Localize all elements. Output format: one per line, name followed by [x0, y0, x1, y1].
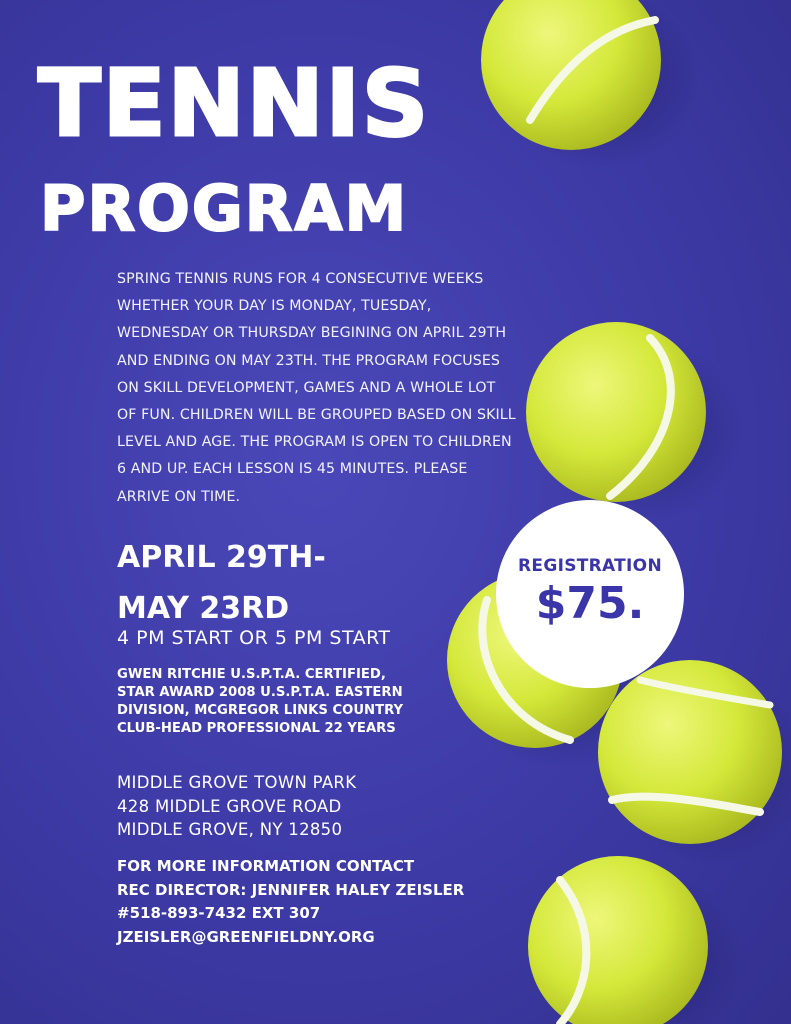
- location-street: 428 MIDDLE GROVE ROAD: [117, 796, 342, 816]
- registration-price: $75.: [535, 577, 645, 629]
- tennis-ball-icon: [526, 322, 745, 525]
- tennis-ball-icon: [598, 660, 791, 865]
- tennis-ball-icon: [481, 0, 700, 170]
- title-program: PROGRAM: [40, 172, 409, 245]
- contact-heading: FOR MORE INFORMATION CONTACT: [117, 857, 415, 875]
- registration-label: REGISTRATION: [518, 555, 662, 576]
- contact-director: REC DIRECTOR: JENNIFER HALEY ZEISLER: [117, 880, 465, 899]
- tennis-ball-icon: [528, 856, 745, 1024]
- title-tennis: TENNIS: [38, 50, 431, 157]
- program-times: 4 PM START OR 5 PM START: [117, 627, 391, 649]
- location-name: MIDDLE GROVE TOWN PARK: [117, 773, 357, 792]
- instructor-line: GWEN RITCHIE U.S.P.T.A. CERTIFIED,: [117, 667, 386, 682]
- instructor-line: STAR AWARD 2008 U.S.P.T.A. EASTERN: [117, 685, 403, 700]
- program-dates: [117, 532, 326, 634]
- contact-phone[interactable]: #518-893-7432 EXT 307: [117, 904, 321, 922]
- dates-start: APRIL 29TH-: [117, 540, 326, 575]
- location-city: MIDDLE GROVE, NY 12850: [117, 820, 343, 839]
- instructor-info: [117, 666, 437, 738]
- contact-info: [117, 855, 464, 949]
- instructor-line: DIVISION, MCGREGOR LINKS COUNTRY: [117, 703, 404, 718]
- instructor-line: CLUB-HEAD PROFESSIONAL 22 YEARS: [117, 721, 396, 736]
- location-info: [117, 771, 356, 842]
- contact-email[interactable]: JZEISLER@GREENFIELDNY.ORG: [117, 927, 375, 946]
- registration-badge: [496, 500, 684, 688]
- program-description: SPRING TENNIS RUNS FOR 4 CONSECUTIVE WEEKS WHETHER YOUR DAY IS MONDAY, TUESDAY, WEDNESDAY OR THURSDAY BEGINING ON APRIL 29TH AND ENDING ON MAY 23TH. THE PROGRAM FOCUSES ON SKILL DEVELOPMENT, GAMES AND A WHOLE LOT OF FUN. CHILDREN WILL BE GROUPED BASED ON SKILL LEVEL AND AGE. THE PROGRAM IS OPEN TO CHILDREN 6 AND UP. EACH LESSON IS 45 MINUTES. PLEASE ARRIVE ON TIME.: [117, 271, 516, 505]
- dates-end: MAY 23RD: [117, 591, 290, 626]
